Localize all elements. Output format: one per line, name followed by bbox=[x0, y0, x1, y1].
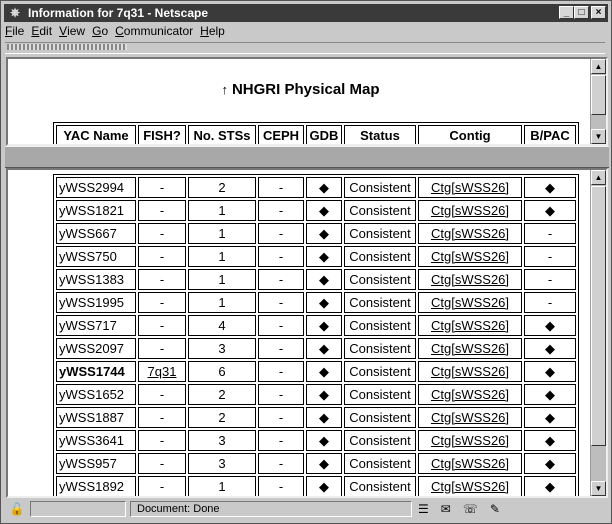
header-frame bbox=[6, 57, 608, 146]
menu-accelerator: G bbox=[92, 24, 102, 38]
cell-yac-name: yWSS1744 bbox=[56, 361, 136, 382]
bpac-link-icon[interactable]: ◆ bbox=[545, 363, 555, 379]
cell-bpac bbox=[524, 361, 576, 382]
cell-bpac: - bbox=[524, 269, 576, 290]
cell-status: Consistent bbox=[344, 292, 416, 313]
status-bar bbox=[4, 500, 608, 520]
cell-ceph: - bbox=[258, 315, 304, 336]
gdb-link-icon[interactable]: ◆ bbox=[319, 248, 329, 264]
cell-contig bbox=[418, 315, 522, 336]
cell-no-stss: 2 bbox=[188, 384, 256, 405]
cell-fish: - bbox=[138, 246, 186, 267]
menu-communicator[interactable] bbox=[115, 24, 193, 38]
cell-status: Consistent bbox=[344, 200, 416, 221]
table-row bbox=[56, 361, 576, 382]
bpac-link-icon[interactable]: ◆ bbox=[545, 455, 555, 471]
menu-label-rest: iew bbox=[67, 24, 86, 38]
scroll-up-arrow[interactable]: ▲ bbox=[591, 59, 606, 74]
cell-bpac: - bbox=[524, 292, 576, 313]
menu-label-rest: ile bbox=[12, 24, 25, 38]
fish-link[interactable]: 7q31 bbox=[147, 364, 177, 379]
cell-yac-name: yWSS1383 bbox=[56, 269, 136, 290]
toolbar-grip[interactable] bbox=[7, 44, 127, 50]
table-row bbox=[56, 476, 576, 497]
cell-fish: - bbox=[138, 269, 186, 290]
cell-gdb bbox=[306, 246, 342, 267]
cell-gdb bbox=[306, 407, 342, 428]
cell-yac-name: yWSS1995 bbox=[56, 292, 136, 313]
table-row bbox=[56, 177, 576, 198]
menu-help[interactable] bbox=[200, 24, 225, 38]
scroll-up-arrow[interactable]: ▲ bbox=[591, 170, 606, 185]
menu-label-rest: ommunicator bbox=[123, 24, 194, 38]
table-row bbox=[56, 223, 576, 244]
cell-no-stss: 1 bbox=[188, 292, 256, 313]
cell-no-stss: 3 bbox=[188, 338, 256, 359]
cell-no-stss: 1 bbox=[188, 269, 256, 290]
cell-bpac: - bbox=[524, 223, 576, 244]
cell-ceph: - bbox=[258, 338, 304, 359]
cell-status: Consistent bbox=[344, 246, 416, 267]
cell-status: Consistent bbox=[344, 177, 416, 198]
menu-file[interactable] bbox=[5, 24, 24, 38]
scroll-down-arrow[interactable]: ▼ bbox=[591, 129, 606, 144]
cell-gdb bbox=[306, 223, 342, 244]
cell-fish: - bbox=[138, 177, 186, 198]
column-header-gdb: GDB bbox=[306, 125, 342, 146]
bpac-link-icon[interactable]: ◆ bbox=[545, 386, 555, 402]
table-row bbox=[56, 407, 576, 428]
cell-ceph: - bbox=[258, 177, 304, 198]
menu-bar bbox=[5, 24, 232, 40]
contig-link[interactable]: Ctg[sWSS26] bbox=[430, 272, 510, 287]
close-button[interactable]: × bbox=[591, 6, 606, 19]
menu-label-rest: o bbox=[101, 24, 109, 38]
navigator-icon[interactable]: ☰ bbox=[418, 502, 441, 516]
contig-link[interactable]: Ctg[sWSS26] bbox=[430, 410, 510, 425]
table-row bbox=[56, 269, 576, 290]
table-row bbox=[56, 292, 576, 313]
gdb-link-icon[interactable]: ◆ bbox=[319, 202, 329, 218]
bpac-link-icon[interactable]: ◆ bbox=[545, 478, 555, 494]
cell-gdb bbox=[306, 269, 342, 290]
cell-gdb bbox=[306, 315, 342, 336]
window-title: Information for 7q31 - Netscape bbox=[28, 6, 209, 20]
bpac-link-icon[interactable]: ◆ bbox=[545, 317, 555, 333]
progress-bar bbox=[30, 501, 126, 517]
menu-accelerator: V bbox=[59, 24, 68, 38]
contig-link[interactable]: Ctg[sWSS26] bbox=[430, 456, 510, 471]
data-frame bbox=[6, 168, 608, 498]
column-header-ceph: CEPH bbox=[258, 125, 304, 146]
page-title-text: NHGRI Physical Map bbox=[231, 81, 380, 98]
status-message: Document: Done bbox=[130, 501, 412, 517]
cell-status: Consistent bbox=[344, 269, 416, 290]
cell-yac-name: yWSS1887 bbox=[56, 407, 136, 428]
cell-ceph: - bbox=[258, 246, 304, 267]
discussion-icon[interactable]: ☏ bbox=[462, 502, 490, 516]
cell-bpac bbox=[524, 407, 576, 428]
netscape-icon: ✵ bbox=[9, 6, 21, 20]
gdb-link-icon[interactable]: ◆ bbox=[319, 294, 329, 310]
cell-bpac bbox=[524, 177, 576, 198]
frame-divider[interactable] bbox=[5, 146, 609, 168]
minimize-button[interactable]: _ bbox=[559, 6, 574, 19]
cell-no-stss: 3 bbox=[188, 430, 256, 451]
data-scrollbar[interactable] bbox=[590, 170, 606, 496]
cell-yac-name: yWSS2097 bbox=[56, 338, 136, 359]
bpac-link-icon[interactable]: ◆ bbox=[545, 340, 555, 356]
cell-yac-name: yWSS957 bbox=[56, 453, 136, 474]
cell-gdb bbox=[306, 200, 342, 221]
cell-no-stss: 1 bbox=[188, 223, 256, 244]
cell-gdb bbox=[306, 384, 342, 405]
contig-link[interactable]: Ctg[sWSS26] bbox=[430, 364, 510, 379]
gdb-link-icon[interactable]: ◆ bbox=[319, 386, 329, 402]
cell-no-stss: 2 bbox=[188, 177, 256, 198]
table-row bbox=[56, 338, 576, 359]
contig-link[interactable]: Ctg[sWSS26] bbox=[430, 318, 510, 333]
composer-icon[interactable]: ✎ bbox=[489, 502, 512, 516]
cell-no-stss: 1 bbox=[188, 200, 256, 221]
cell-bpac bbox=[524, 453, 576, 474]
table-row bbox=[56, 453, 576, 474]
column-header-yac-name: YAC Name bbox=[56, 125, 136, 146]
cell-fish: - bbox=[138, 292, 186, 313]
cell-contig bbox=[418, 292, 522, 313]
cell-no-stss: 6 bbox=[188, 361, 256, 382]
column-header-no-stss: No. STSs bbox=[188, 125, 256, 146]
menu-accelerator: F bbox=[5, 24, 13, 38]
gdb-link-icon[interactable]: ◆ bbox=[319, 455, 329, 471]
cell-gdb bbox=[306, 292, 342, 313]
cell-ceph: - bbox=[258, 200, 304, 221]
column-header-status: Status bbox=[344, 125, 416, 146]
cell-status: Consistent bbox=[344, 407, 416, 428]
contig-link[interactable]: Ctg[sWSS26] bbox=[430, 387, 510, 402]
cell-ceph: - bbox=[258, 223, 304, 244]
cell-contig bbox=[418, 384, 522, 405]
cell-contig bbox=[418, 246, 522, 267]
cell-yac-name: yWSS2994 bbox=[56, 177, 136, 198]
cell-fish: - bbox=[138, 430, 186, 451]
cell-contig bbox=[418, 223, 522, 244]
cell-status: Consistent bbox=[344, 361, 416, 382]
cell-ceph: - bbox=[258, 453, 304, 474]
gdb-link-icon[interactable]: ◆ bbox=[319, 363, 329, 379]
menu-accelerator: H bbox=[200, 24, 209, 38]
contig-link[interactable]: Ctg[sWSS26] bbox=[430, 226, 510, 241]
menu-accelerator: E bbox=[31, 24, 40, 38]
cell-gdb bbox=[306, 430, 342, 451]
bpac-link-icon[interactable]: ◆ bbox=[545, 432, 555, 448]
gdb-link-icon[interactable]: ◆ bbox=[319, 340, 329, 356]
column-header-fish: FISH? bbox=[138, 125, 186, 146]
cell-contig bbox=[418, 200, 522, 221]
contig-link[interactable]: Ctg[sWSS26] bbox=[430, 295, 510, 310]
cell-status: Consistent bbox=[344, 315, 416, 336]
cell-bpac bbox=[524, 384, 576, 405]
cell-yac-name: yWSS3641 bbox=[56, 430, 136, 451]
column-header-contig: Contig bbox=[418, 125, 522, 146]
gdb-link-icon[interactable]: ◆ bbox=[319, 271, 329, 287]
bpac-link-icon[interactable]: ◆ bbox=[545, 202, 555, 218]
cell-fish: - bbox=[138, 384, 186, 405]
cell-bpac bbox=[524, 200, 576, 221]
contig-link[interactable]: Ctg[sWSS26] bbox=[430, 249, 510, 264]
cell-status: Consistent bbox=[344, 453, 416, 474]
contig-link[interactable]: Ctg[sWSS26] bbox=[430, 433, 510, 448]
gdb-link-icon[interactable]: ◆ bbox=[319, 317, 329, 333]
cell-gdb bbox=[306, 361, 342, 382]
cell-status: Consistent bbox=[344, 223, 416, 244]
menu-label-rest: dit bbox=[39, 24, 53, 38]
cell-yac-name: yWSS717 bbox=[56, 315, 136, 336]
cell-bpac bbox=[524, 338, 576, 359]
header-scrollbar[interactable] bbox=[590, 59, 606, 144]
gdb-link-icon[interactable]: ◆ bbox=[319, 225, 329, 241]
cell-status: Consistent bbox=[344, 476, 416, 497]
cell-ceph: - bbox=[258, 476, 304, 497]
scroll-thumb[interactable] bbox=[591, 75, 606, 115]
cell-status: Consistent bbox=[344, 430, 416, 451]
cell-gdb bbox=[306, 453, 342, 474]
cell-fish: - bbox=[138, 315, 186, 336]
cell-fish: - bbox=[138, 200, 186, 221]
contig-link[interactable]: Ctg[sWSS26] bbox=[430, 203, 510, 218]
cell-fish: - bbox=[138, 476, 186, 497]
security-lock-icon[interactable]: 🔓 bbox=[9, 502, 25, 516]
contig-link[interactable]: Ctg[sWSS26] bbox=[430, 341, 510, 356]
cell-contig bbox=[418, 476, 522, 497]
cell-no-stss: 2 bbox=[188, 407, 256, 428]
cell-contig bbox=[418, 430, 522, 451]
cell-yac-name: yWSS1821 bbox=[56, 200, 136, 221]
gdb-link-icon[interactable]: ◆ bbox=[319, 432, 329, 448]
cell-fish: - bbox=[138, 407, 186, 428]
cell-bpac bbox=[524, 315, 576, 336]
menu-accelerator: C bbox=[115, 24, 124, 38]
menu-go[interactable] bbox=[92, 24, 108, 38]
cell-yac-name: yWSS1652 bbox=[56, 384, 136, 405]
menu-edit[interactable] bbox=[31, 24, 52, 38]
up-arrow-icon[interactable]: ↑ bbox=[221, 82, 228, 97]
cell-yac-name: yWSS750 bbox=[56, 246, 136, 267]
mail-icon[interactable]: ✉ bbox=[440, 502, 463, 516]
cell-gdb bbox=[306, 476, 342, 497]
menu-view[interactable] bbox=[59, 24, 85, 38]
cell-gdb bbox=[306, 338, 342, 359]
gdb-link-icon[interactable]: ◆ bbox=[319, 179, 329, 195]
contig-link[interactable]: Ctg[sWSS26] bbox=[430, 180, 510, 195]
cell-contig bbox=[418, 453, 522, 474]
cell-ceph: - bbox=[258, 407, 304, 428]
cell-ceph: - bbox=[258, 430, 304, 451]
scroll-thumb[interactable] bbox=[591, 186, 606, 446]
page-title bbox=[8, 81, 593, 98]
cell-contig bbox=[418, 407, 522, 428]
cell-bpac bbox=[524, 430, 576, 451]
table-row bbox=[56, 200, 576, 221]
component-bar[interactable] bbox=[418, 501, 604, 517]
cell-fish: - bbox=[138, 453, 186, 474]
maximize-button[interactable]: □ bbox=[574, 6, 589, 19]
collapsed-toolbar[interactable] bbox=[5, 42, 605, 54]
table-row bbox=[56, 430, 576, 451]
column-header-table bbox=[53, 122, 579, 146]
cell-status: Consistent bbox=[344, 384, 416, 405]
cell-no-stss: 1 bbox=[188, 246, 256, 267]
cell-bpac bbox=[524, 476, 576, 497]
cell-no-stss: 3 bbox=[188, 453, 256, 474]
table-row bbox=[56, 384, 576, 405]
bpac-link-icon[interactable]: ◆ bbox=[545, 179, 555, 195]
cell-gdb bbox=[306, 177, 342, 198]
cell-status: Consistent bbox=[344, 338, 416, 359]
cell-contig bbox=[418, 338, 522, 359]
bpac-link-icon[interactable]: ◆ bbox=[545, 409, 555, 425]
yac-table bbox=[53, 174, 579, 498]
cell-no-stss: 1 bbox=[188, 476, 256, 497]
cell-contig bbox=[418, 361, 522, 382]
column-header-bpac: B/PAC bbox=[524, 125, 576, 146]
gdb-link-icon[interactable]: ◆ bbox=[319, 478, 329, 494]
cell-bpac: - bbox=[524, 246, 576, 267]
menu-label-rest: elp bbox=[208, 24, 225, 38]
cell-contig bbox=[418, 269, 522, 290]
cell-fish: - bbox=[138, 338, 186, 359]
contig-link[interactable]: Ctg[sWSS26] bbox=[430, 479, 510, 494]
cell-yac-name: yWSS1892 bbox=[56, 476, 136, 497]
gdb-link-icon[interactable]: ◆ bbox=[319, 409, 329, 425]
cell-ceph: - bbox=[258, 361, 304, 382]
table-row bbox=[56, 246, 576, 267]
cell-ceph: - bbox=[258, 384, 304, 405]
table-row bbox=[56, 315, 576, 336]
cell-ceph: - bbox=[258, 292, 304, 313]
cell-ceph: - bbox=[258, 269, 304, 290]
scroll-down-arrow[interactable]: ▼ bbox=[591, 481, 606, 496]
cell-fish bbox=[138, 361, 186, 382]
cell-contig bbox=[418, 177, 522, 198]
cell-fish: - bbox=[138, 223, 186, 244]
title-bar bbox=[4, 4, 608, 22]
cell-yac-name: yWSS667 bbox=[56, 223, 136, 244]
cell-no-stss: 4 bbox=[188, 315, 256, 336]
